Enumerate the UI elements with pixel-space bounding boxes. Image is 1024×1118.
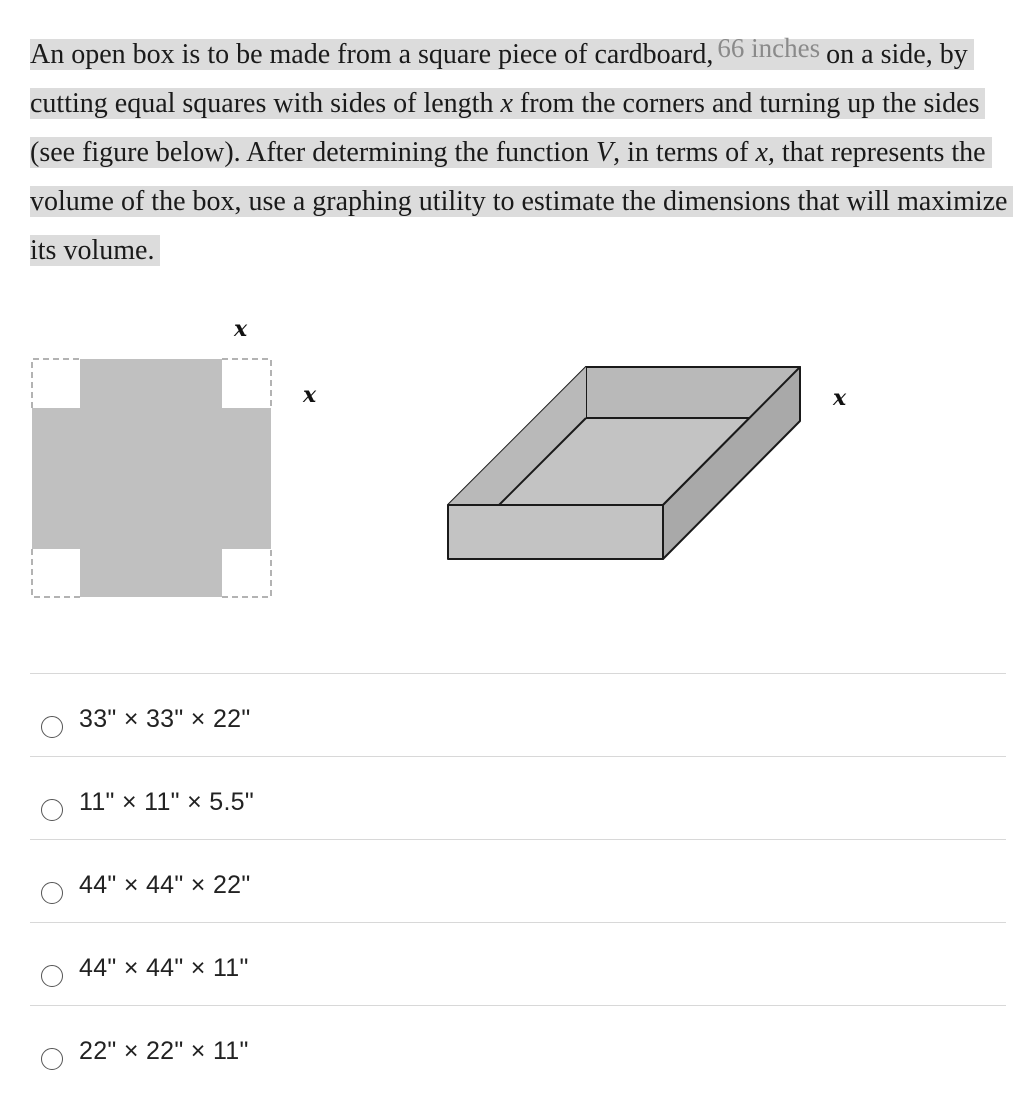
- question-part-1: An open box is to be made from a square piece of cardboard,: [30, 39, 714, 70]
- box-figure: [0, 300, 1024, 620]
- variable-x: x: [500, 88, 513, 119]
- variable-x-2: x,: [755, 137, 775, 168]
- label-x-box: x: [833, 385, 847, 411]
- question-part-5: that represents the volume of the box, use a graphing utility to estimate the dimensions that will maximize its volume.: [30, 137, 1008, 266]
- open-box: [448, 367, 800, 559]
- cardboard-sheet: [32, 359, 271, 597]
- answer-options: [30, 673, 1006, 1088]
- question-part-4: , in terms of: [613, 137, 749, 168]
- cut-top-left: [32, 359, 80, 408]
- radio-button[interactable]: [41, 1048, 63, 1070]
- option-label: 11" × 11" × 5.5": [79, 787, 255, 816]
- option-4[interactable]: [30, 922, 1006, 1005]
- option-label: 33" × 33" × 22": [79, 704, 251, 733]
- cut-top-right: [222, 359, 271, 408]
- question-text: [30, 30, 1010, 275]
- question-highlight: [30, 33, 1013, 266]
- question-part-2: on a side, by cutting equal squares with sides of length: [30, 39, 968, 119]
- radio-button[interactable]: [41, 965, 63, 987]
- option-2[interactable]: [30, 756, 1006, 839]
- box-front-face: [448, 505, 663, 559]
- radio-button[interactable]: [41, 882, 63, 904]
- figure-drawing: [0, 300, 1024, 620]
- side-length-value: 66 inches: [717, 33, 821, 63]
- option-label: 44" × 44" × 22": [79, 870, 251, 899]
- label-x-top: x: [234, 316, 248, 342]
- cut-bottom-right: [222, 549, 271, 597]
- variable-v: V: [596, 137, 614, 168]
- option-1[interactable]: [30, 673, 1006, 756]
- label-x-side: x: [303, 382, 317, 408]
- option-5[interactable]: [30, 1005, 1006, 1088]
- radio-button[interactable]: [41, 716, 63, 738]
- radio-button[interactable]: [41, 799, 63, 821]
- option-label: 22" × 22" × 11": [79, 1036, 249, 1065]
- option-label: 44" × 44" × 11": [79, 953, 249, 982]
- option-3[interactable]: [30, 839, 1006, 922]
- cut-bottom-left: [32, 549, 80, 597]
- question-part-3: from the corners and turning up the sides (see figure below). After determining the function: [30, 88, 980, 168]
- sheet-shape: [32, 359, 271, 597]
